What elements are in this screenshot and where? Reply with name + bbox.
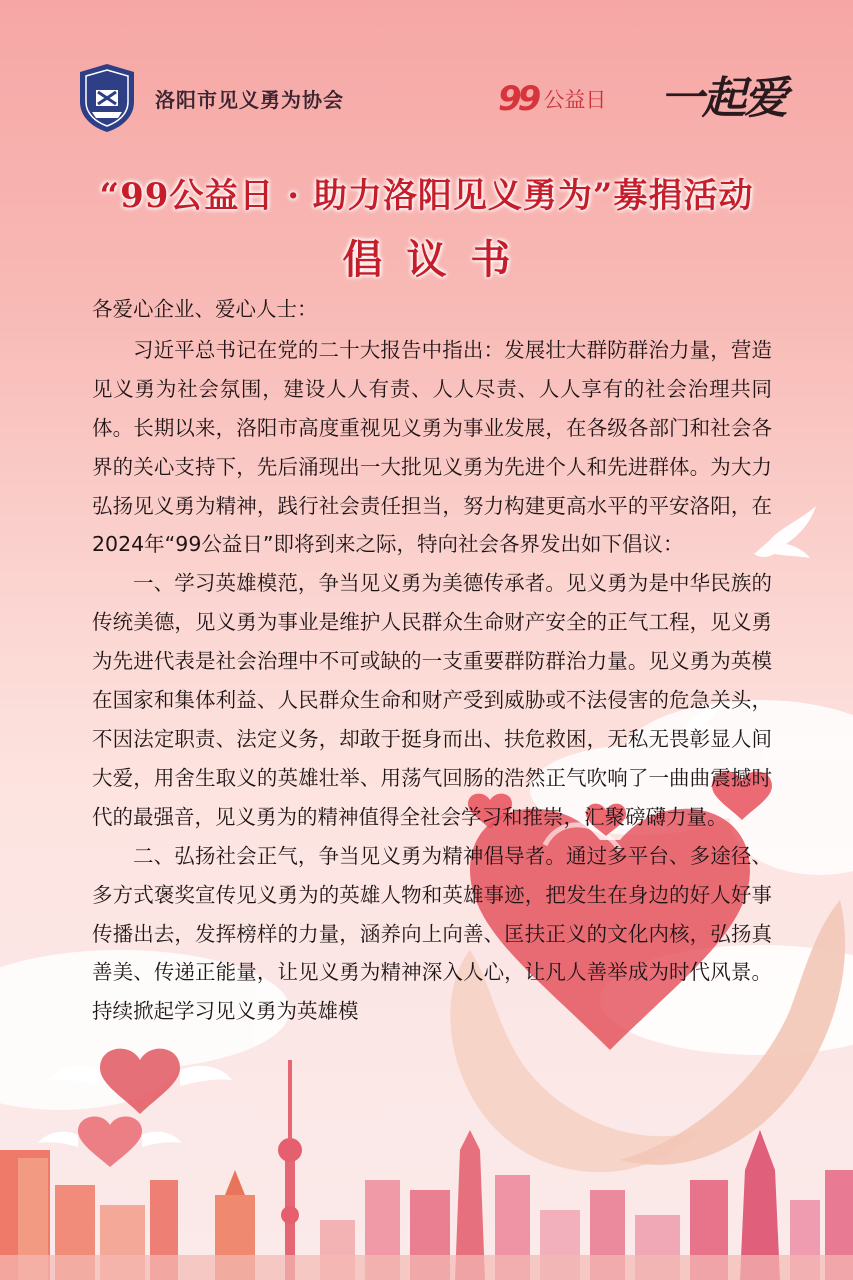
letter-paragraph: 一、学习英雄模范，争当见义勇为美德传承者。见义勇为是中华民族的传统美德，见义勇为事业是维护人民群众生命财产安全的正气工程，见义勇为先进代表是社会治理中不可或缺的一支重要群防群治力量。见义勇为英模在国家和集体利益、人民群众生命和财产受到威胁或不法侵害的危急关头，不因法定职责、法定义务，却敢于挺身而出、扶危救困，无私无畏彰显人间大爱，用舍生取义的英雄壮举、用荡气回肠的浩然正气吹响了一曲曲震撼时代的最强音，见义勇为的精神值得全社会学习和推崇，汇聚磅礴力量。 xyxy=(92,571,772,829)
letter-greeting: 各爱心企业、爱心人士： xyxy=(92,297,318,321)
org-name: 洛阳市见义勇为协会 xyxy=(155,88,344,112)
99-charity-day-logo xyxy=(498,74,606,124)
page-title: “99公益日 · 助力洛阳见义勇为”募捐活动 xyxy=(99,176,754,216)
proposal-letter xyxy=(92,290,772,1031)
brand-99-text: 公益日 xyxy=(543,88,607,112)
letter-paragraph: 二、弘扬社会正气，争当见义勇为精神倡导者。通过多平台、多途径、多方式褒奖宣传见义勇为的英雄人物和英雄事迹，把发生在身边的好人好事传播出去，发挥榜样的力量，涵养向上向善、匡扶正义的文化内核，弘扬真善美、传递正能量，让见义勇为精神深入人心，让凡人善举成为时代风景。持续掀起学习见义勇为英雄模 xyxy=(92,843,772,1024)
letter-paragraph: 习近平总书记在党的二十大报告中指出：发展壮大群防群治力量，营造见义勇为社会氛围，建设人人有责、人人尽责、人人享有的社会治理共同体。长期以来，洛阳市高度重视见义勇为事业发展，在各级各部门和社会各界的关心支持下，先后涌现出一大批见义勇为先进个人和先进群体。为大力弘扬见义勇为精神，践行社会责任担当，努力构建更高水平的平安洛阳，在2024年“99公益日”即将到来之际，特向社会各界发出如下倡议： xyxy=(92,337,772,557)
page-subtitle: 倡议书 xyxy=(342,236,535,283)
slogan-logo: 一起爱 xyxy=(660,73,786,124)
brand-99-number: 99 xyxy=(498,79,538,119)
association-emblem-icon xyxy=(78,62,136,134)
